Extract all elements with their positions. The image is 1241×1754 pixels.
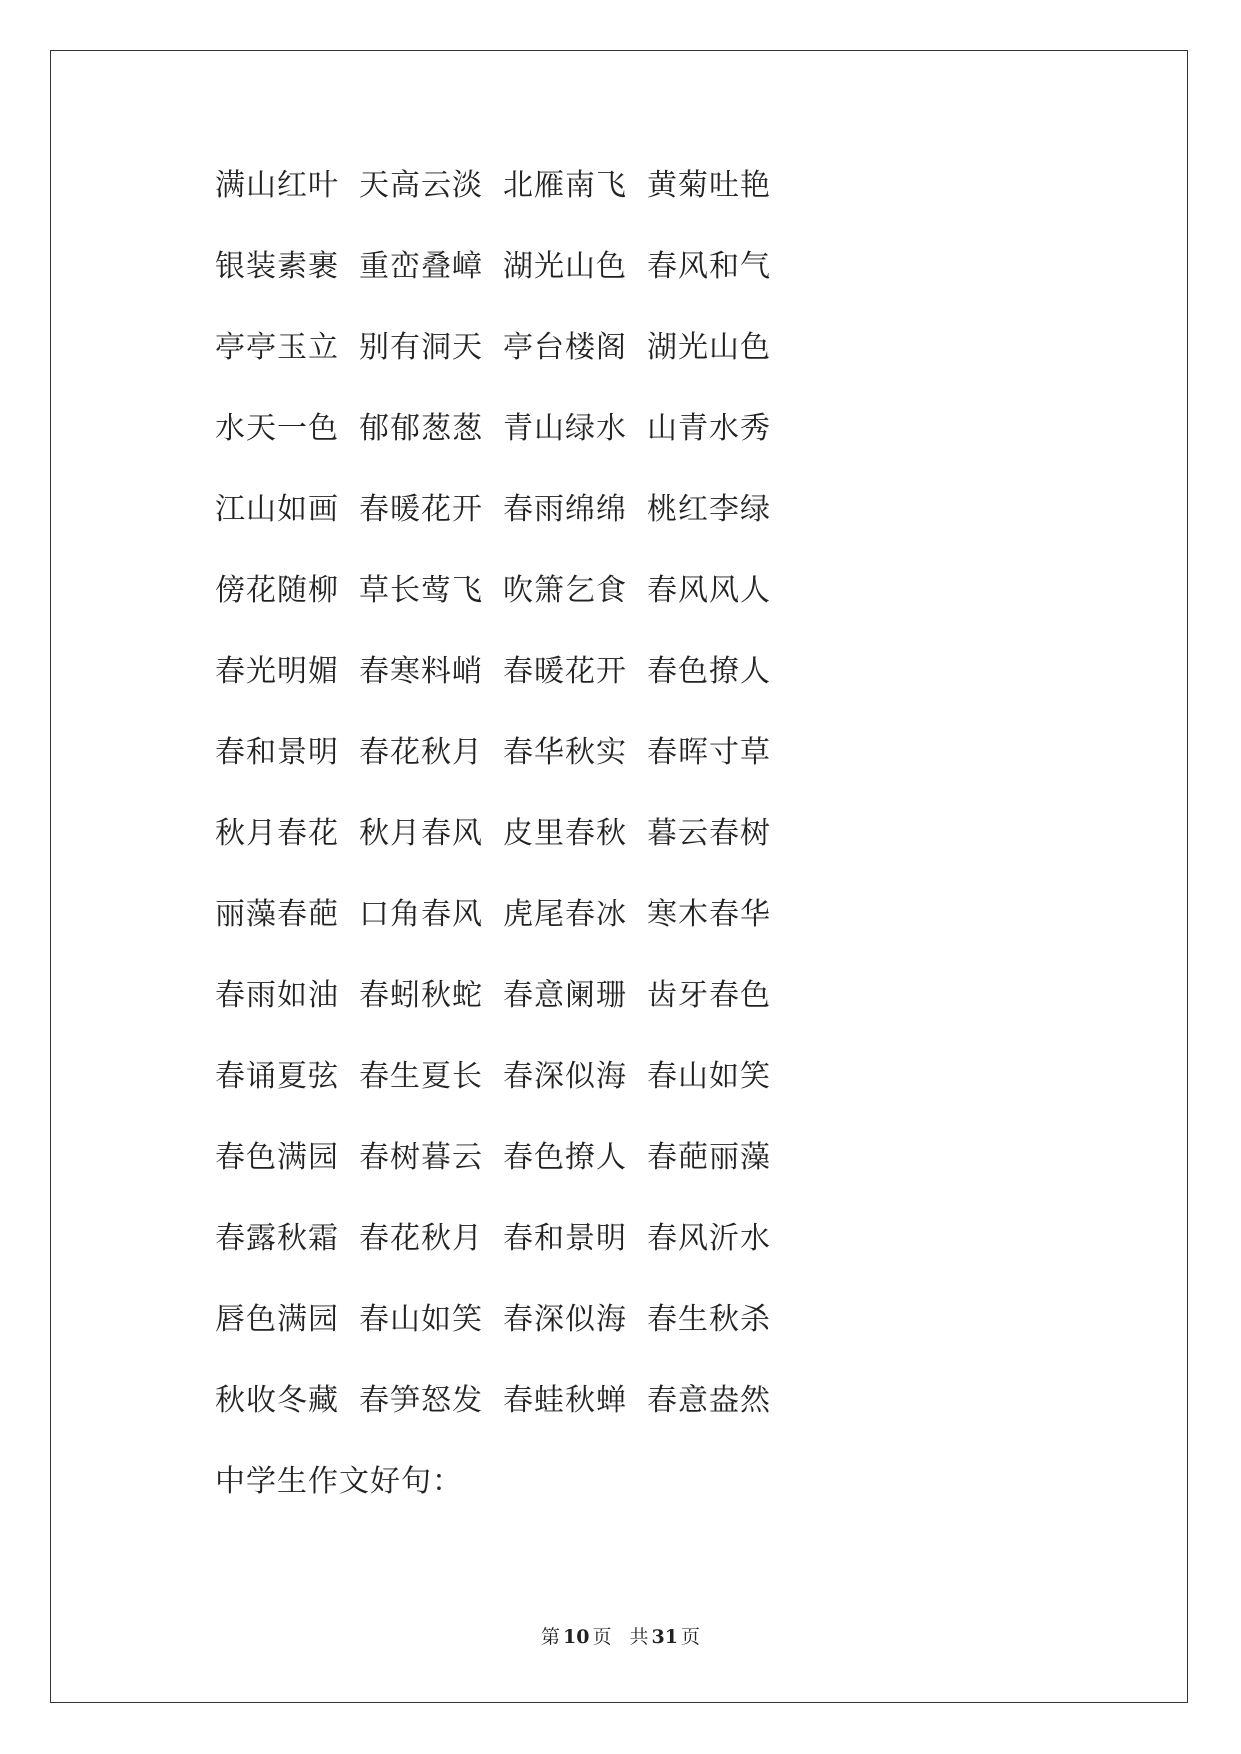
idiom-phrase: 春风沂水 xyxy=(647,1221,771,1256)
idiom-phrase: 春晖寸草 xyxy=(647,735,771,770)
idiom-phrase: 春树暮云 xyxy=(359,1140,483,1175)
idiom-phrase: 春色撩人 xyxy=(503,1140,627,1175)
idiom-phrase: 春花秋月 xyxy=(359,1221,483,1256)
idiom-phrase: 亭台楼阁 xyxy=(503,330,627,365)
phrase-row xyxy=(215,1059,1035,1140)
phrase-row xyxy=(215,735,1035,816)
idiom-phrase: 亭亭玉立 xyxy=(215,330,339,365)
phrase-row xyxy=(215,897,1035,978)
document-body xyxy=(215,168,1035,1500)
idiom-phrase: 春雨如油 xyxy=(215,978,339,1013)
idiom-phrase: 虎尾春冰 xyxy=(503,897,627,932)
idiom-phrase: 春蛙秋蝉 xyxy=(503,1383,627,1418)
idiom-phrase: 春暖花开 xyxy=(503,654,627,689)
section-heading: 中学生作文好句： xyxy=(215,1464,463,1499)
idiom-phrase: 春寒料峭 xyxy=(359,654,483,689)
idiom-phrase: 江山如画 xyxy=(215,492,339,527)
idiom-phrase: 寒木春华 xyxy=(647,897,771,932)
page-prefix: 第 xyxy=(541,1626,561,1648)
idiom-phrase: 郁郁葱葱 xyxy=(359,411,483,446)
idiom-phrase: 黄菊吐艳 xyxy=(647,168,771,203)
phrase-row xyxy=(215,1140,1035,1221)
idiom-phrase: 别有洞天 xyxy=(359,330,483,365)
idiom-phrase: 湖光山色 xyxy=(647,330,771,365)
idiom-phrase: 春华秋实 xyxy=(503,735,627,770)
page-number: 10 xyxy=(563,1626,590,1648)
idiom-phrase: 春色撩人 xyxy=(647,654,771,689)
idiom-phrase: 唇色满园 xyxy=(215,1302,339,1337)
idiom-phrase: 重峦叠嶂 xyxy=(359,249,483,284)
total-prefix: 共 xyxy=(629,1626,649,1648)
idiom-phrase: 丽藻春葩 xyxy=(215,897,339,932)
idiom-phrase: 皮里春秋 xyxy=(503,816,627,851)
idiom-phrase: 春和景明 xyxy=(503,1221,627,1256)
phrase-row xyxy=(215,330,1035,411)
idiom-phrase: 春生秋杀 xyxy=(647,1302,771,1337)
idiom-phrase: 满山红叶 xyxy=(215,168,339,203)
idiom-phrase: 春色满园 xyxy=(215,1140,339,1175)
idiom-phrase: 春笋怒发 xyxy=(359,1383,483,1418)
idiom-phrase: 银装素裹 xyxy=(215,249,339,284)
idiom-phrase: 春和景明 xyxy=(215,735,339,770)
idiom-phrase: 春暖花开 xyxy=(359,492,483,527)
idiom-phrase: 秋月春风 xyxy=(359,816,483,851)
page-suffix: 页 xyxy=(592,1626,612,1648)
phrase-row xyxy=(215,978,1035,1059)
idiom-phrase: 傍花随柳 xyxy=(215,573,339,608)
idiom-phrase: 春山如笑 xyxy=(647,1059,771,1094)
idiom-phrase: 春深似海 xyxy=(503,1059,627,1094)
idiom-phrase: 春风和气 xyxy=(647,249,771,284)
idiom-phrase: 春诵夏弦 xyxy=(215,1059,339,1094)
idiom-phrase: 桃红李绿 xyxy=(647,492,771,527)
idiom-phrase: 春山如笑 xyxy=(359,1302,483,1337)
idiom-phrase: 春雨绵绵 xyxy=(503,492,627,527)
idiom-phrase: 春意阑珊 xyxy=(503,978,627,1013)
idiom-phrase: 山青水秀 xyxy=(647,411,771,446)
phrase-row xyxy=(215,411,1035,492)
phrase-row xyxy=(215,573,1035,654)
phrase-row xyxy=(215,492,1035,573)
idiom-phrase: 口角春风 xyxy=(359,897,483,932)
page-footer xyxy=(0,1622,1241,1649)
idiom-phrase: 秋收冬藏 xyxy=(215,1383,339,1418)
phrase-row xyxy=(215,1221,1035,1302)
idiom-phrase: 秋月春花 xyxy=(215,816,339,851)
phrase-row xyxy=(215,1383,1035,1464)
idiom-phrase: 春蚓秋蛇 xyxy=(359,978,483,1013)
idiom-phrase: 齿牙春色 xyxy=(647,978,771,1013)
phrase-row xyxy=(215,1302,1035,1383)
phrase-row xyxy=(215,816,1035,897)
total-suffix: 页 xyxy=(680,1626,700,1648)
phrase-row xyxy=(215,249,1035,330)
idiom-phrase: 春生夏长 xyxy=(359,1059,483,1094)
idiom-phrase: 北雁南飞 xyxy=(503,168,627,203)
idiom-phrase: 吹箫乞食 xyxy=(503,573,627,608)
idiom-phrase: 春花秋月 xyxy=(359,735,483,770)
idiom-phrase: 湖光山色 xyxy=(503,249,627,284)
idiom-phrase: 水天一色 xyxy=(215,411,339,446)
idiom-phrase: 暮云春树 xyxy=(647,816,771,851)
idiom-phrase: 春风风人 xyxy=(647,573,771,608)
idiom-phrase: 春葩丽藻 xyxy=(647,1140,771,1175)
phrase-row xyxy=(215,168,1035,249)
idiom-phrase: 春露秋霜 xyxy=(215,1221,339,1256)
phrase-row xyxy=(215,654,1035,735)
idiom-phrase: 春意盎然 xyxy=(647,1383,771,1418)
idiom-phrase: 天高云淡 xyxy=(359,168,483,203)
total-pages: 31 xyxy=(651,1626,678,1648)
idiom-phrase: 青山绿水 xyxy=(503,411,627,446)
idiom-phrase: 草长莺飞 xyxy=(359,573,483,608)
idiom-phrase: 春光明媚 xyxy=(215,654,339,689)
idiom-phrase: 春深似海 xyxy=(503,1302,627,1337)
